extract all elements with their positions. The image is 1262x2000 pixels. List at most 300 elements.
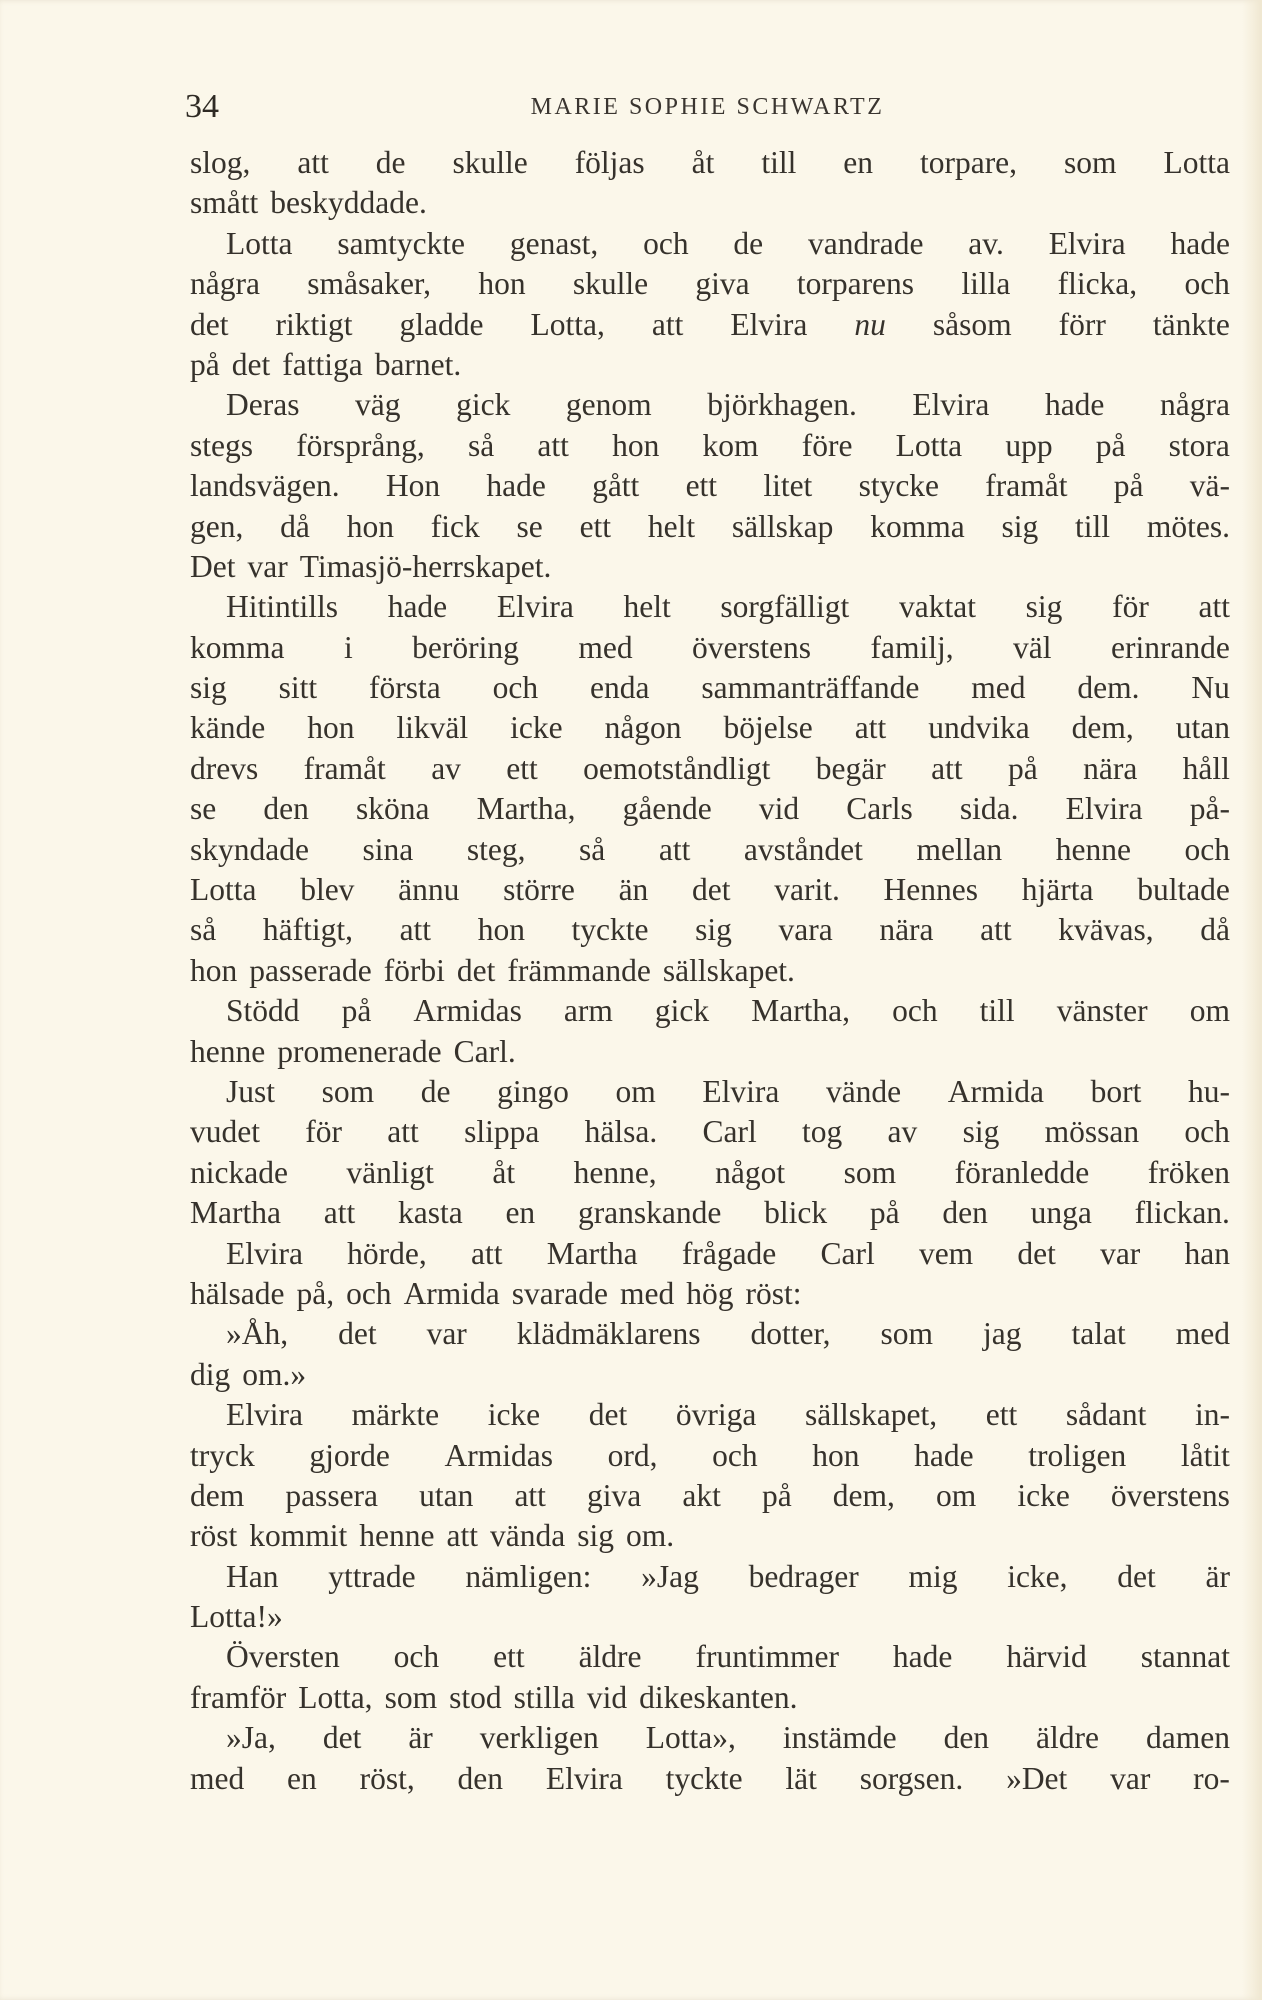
word: häftigt,	[262, 912, 353, 948]
word: dotter,	[750, 1316, 831, 1352]
word: mössan	[1044, 1114, 1140, 1150]
text-line	[190, 587, 1230, 627]
word: Elvira	[702, 1073, 780, 1109]
text-line	[190, 789, 1230, 829]
word: Armidas	[413, 993, 522, 1029]
word: samtyckte	[337, 225, 466, 261]
word: framför	[190, 1679, 287, 1715]
word: Deras	[226, 387, 300, 423]
word: främmande	[507, 952, 651, 988]
text-line	[190, 1193, 1230, 1233]
word: vara	[778, 912, 833, 948]
word: sig	[577, 1518, 614, 1554]
word: är	[408, 1720, 433, 1756]
word: hon	[612, 427, 660, 463]
word: upp	[1005, 427, 1053, 463]
text-line	[190, 385, 1230, 425]
word: ord,	[607, 1437, 658, 1473]
word: sig	[1001, 508, 1039, 544]
word: var	[247, 548, 288, 584]
word: landsvägen.	[190, 468, 340, 504]
word: gick	[456, 387, 511, 423]
word: röst	[190, 1518, 238, 1554]
word: med	[190, 1760, 245, 1796]
word: och	[1184, 831, 1230, 867]
word: sällskapet.	[662, 952, 795, 988]
word: dem,	[1071, 710, 1134, 746]
word: vandrade	[808, 225, 924, 261]
word: gått	[592, 468, 640, 504]
text-line	[190, 183, 1230, 223]
word: dem,	[832, 1477, 895, 1513]
text-line	[190, 224, 1230, 264]
word: genom	[565, 387, 652, 423]
word: barnet.	[374, 346, 462, 382]
word: vid	[758, 791, 800, 827]
word: erinrande	[1110, 629, 1230, 665]
word: henne,	[573, 1154, 657, 1190]
word: överstens	[1110, 1477, 1230, 1513]
word: sammanträffande	[701, 670, 920, 706]
word: på	[1113, 468, 1144, 504]
word: kände	[190, 710, 266, 746]
word: och	[643, 225, 689, 261]
word: helt	[623, 589, 671, 625]
word: Just	[226, 1073, 276, 1109]
word: att	[297, 145, 329, 180]
text-line	[190, 264, 1230, 304]
word: framåt	[985, 468, 1068, 504]
word: Lotta	[895, 427, 963, 463]
word: det	[231, 346, 271, 382]
word: och	[712, 1437, 758, 1473]
word: bedrager	[748, 1558, 859, 1594]
word: Martha	[190, 1195, 281, 1231]
word: Det	[190, 548, 236, 584]
word: Martha,	[476, 791, 576, 827]
word: är	[1205, 1558, 1230, 1594]
word: tyckte	[571, 912, 649, 948]
word: skyndade	[190, 831, 309, 867]
text-line	[190, 305, 1230, 345]
word: hälsade	[190, 1275, 285, 1311]
word: Martha	[546, 1235, 638, 1271]
word: yttrade	[328, 1558, 416, 1594]
word: stegs	[190, 427, 253, 463]
word: begär	[815, 750, 886, 786]
word: med	[578, 629, 633, 665]
word: att	[514, 1477, 546, 1513]
word: Carl	[702, 1114, 757, 1150]
word: fattiga	[282, 346, 363, 382]
word: förbi	[383, 952, 445, 988]
word: första	[369, 670, 441, 706]
word: något	[715, 1154, 786, 1190]
text-line	[190, 426, 1230, 466]
word: blev	[300, 872, 355, 908]
word: dikeskanten.	[639, 1679, 798, 1715]
word: med	[1175, 1316, 1230, 1352]
word: se	[516, 508, 543, 544]
running-head: MARIE SOPHIE SCHWARTZ	[530, 94, 885, 120]
word: hon	[478, 266, 526, 302]
word: fröken	[1147, 1154, 1230, 1190]
word: att	[470, 1235, 503, 1271]
word: den	[942, 1195, 988, 1231]
word: den	[263, 791, 309, 827]
word: så	[467, 427, 495, 463]
word: nämligen:	[465, 1558, 592, 1594]
text-line	[190, 1637, 1230, 1677]
word: se	[190, 791, 217, 827]
word: håll	[1182, 750, 1230, 786]
word: böjelse	[723, 710, 813, 746]
word: Armida	[403, 1275, 500, 1311]
word: unga	[1030, 1195, 1092, 1231]
word: flicka,	[1057, 266, 1138, 302]
word: henne	[359, 1518, 435, 1554]
word: Carls	[846, 791, 913, 827]
word: en	[287, 1760, 317, 1796]
word: det	[1017, 1235, 1056, 1271]
word: sällskapet,	[805, 1397, 938, 1433]
word: hon	[346, 508, 394, 544]
text-line	[190, 1314, 1230, 1354]
word: likväl	[396, 710, 469, 746]
word: stannat	[1140, 1639, 1230, 1675]
word: då	[1200, 912, 1230, 948]
word: skulle	[452, 145, 528, 180]
word: sig	[962, 1114, 1000, 1150]
word: sällskap	[731, 508, 834, 544]
word: komma	[870, 508, 965, 544]
word: tänkte	[1152, 306, 1230, 342]
word: Lotta	[190, 872, 257, 908]
word: försprång,	[296, 427, 425, 463]
word: gingo	[497, 1073, 569, 1109]
word: det	[692, 872, 731, 908]
word: Carl	[820, 1235, 875, 1271]
word: beröring	[412, 629, 519, 665]
word: vä-	[1189, 468, 1230, 504]
word: dig	[190, 1356, 231, 1392]
word: smått	[190, 185, 259, 221]
word: och	[492, 670, 539, 706]
word: komma	[190, 629, 285, 665]
word: mellan	[916, 831, 1003, 867]
word: de	[733, 225, 764, 261]
word: framåt	[303, 750, 386, 786]
word: familj,	[870, 629, 954, 665]
word: sida.	[959, 791, 1019, 827]
text-line	[190, 870, 1230, 910]
word: gående	[622, 791, 712, 827]
word: den	[457, 1760, 504, 1796]
word: nära	[879, 912, 934, 948]
word: troligen	[1028, 1437, 1127, 1473]
text-line	[190, 1476, 1230, 1516]
word: Armidas	[444, 1437, 553, 1473]
word: bort	[1090, 1073, 1142, 1109]
word: småsaker,	[307, 266, 432, 302]
page-edge-shadow	[1242, 0, 1262, 2000]
word: riktigt	[275, 306, 353, 342]
word: och	[393, 1639, 440, 1675]
word: vudet	[190, 1114, 260, 1150]
word: giva	[587, 1477, 642, 1513]
word: äldre	[1036, 1720, 1099, 1756]
word: nickade	[190, 1154, 288, 1190]
word: akt	[682, 1477, 721, 1513]
word: damen	[1145, 1720, 1230, 1756]
word: vänster	[1056, 993, 1148, 1029]
text-line	[190, 1355, 1230, 1395]
word: passerade	[249, 952, 372, 988]
word: litet	[763, 468, 813, 504]
word: att	[658, 831, 691, 867]
word: att	[651, 306, 684, 342]
text-line	[190, 1759, 1230, 1799]
text-line	[190, 1597, 1230, 1637]
word: de	[375, 145, 406, 180]
word: enda	[590, 670, 650, 706]
text-line	[190, 749, 1230, 789]
text-line	[190, 1436, 1230, 1476]
word: flickan.	[1134, 1195, 1230, 1231]
word: till	[761, 145, 797, 180]
word: dem	[190, 1477, 245, 1513]
word: åt	[691, 145, 715, 180]
word: mötes.	[1146, 508, 1230, 544]
word: vänligt	[346, 1154, 434, 1190]
word: och	[346, 1275, 392, 1311]
word: tyckte	[665, 1760, 743, 1796]
word: den	[943, 1720, 990, 1756]
word: på	[341, 993, 372, 1029]
text-line	[190, 466, 1230, 506]
word: att	[446, 1518, 478, 1554]
word: märkte	[351, 1397, 440, 1433]
word: varit.	[774, 872, 840, 908]
text-line	[190, 1678, 1230, 1718]
word: utan	[1175, 710, 1230, 746]
word: Lotta,	[298, 1679, 373, 1715]
word: torparens	[796, 266, 915, 302]
word: instämde	[782, 1720, 897, 1756]
word: Elvira	[226, 1235, 303, 1271]
word: Översten	[226, 1639, 340, 1675]
word: nära	[1083, 750, 1138, 786]
word: sådant	[1065, 1397, 1147, 1433]
word: nu	[854, 306, 886, 342]
word: vända	[489, 1518, 566, 1554]
page-number: 34	[185, 88, 219, 125]
word: hade	[914, 1437, 974, 1473]
word: Carl.	[453, 1033, 516, 1069]
word: sköna	[355, 791, 430, 827]
text-line	[190, 1557, 1230, 1597]
word: Lotta»,	[645, 1720, 736, 1756]
word: av.	[968, 225, 1004, 261]
text-line	[190, 628, 1230, 668]
word: att	[854, 710, 887, 746]
word: lät	[785, 1760, 817, 1796]
word: till	[979, 993, 1015, 1029]
word: om	[615, 1073, 656, 1109]
word: av	[431, 750, 461, 786]
word: stod	[449, 1679, 502, 1715]
word: Lotta,	[530, 306, 605, 342]
word: på	[1007, 750, 1038, 786]
word: hög	[686, 1275, 734, 1311]
word: hon	[812, 1437, 860, 1473]
text-line	[190, 1153, 1230, 1193]
word: Elvira	[226, 1397, 303, 1433]
word: tryck	[190, 1437, 255, 1473]
word: till	[1075, 508, 1111, 544]
word: Armida	[947, 1073, 1044, 1109]
word: vaktat	[899, 589, 976, 625]
word: röst,	[359, 1760, 415, 1796]
word: kvävas,	[1058, 912, 1154, 948]
text-line	[190, 345, 1230, 385]
word: arm	[563, 993, 613, 1029]
word: föranledde	[954, 1154, 1090, 1190]
word: helt	[647, 508, 696, 544]
word: blick	[764, 1195, 828, 1231]
word: hon	[307, 710, 355, 746]
word: att	[387, 1114, 419, 1150]
word: talat	[1071, 1316, 1126, 1352]
word: henne	[190, 1033, 266, 1069]
word: om	[935, 1477, 977, 1513]
word: sitt	[278, 670, 318, 706]
word: att	[1198, 589, 1230, 625]
word: på	[761, 1477, 792, 1513]
word: ett	[985, 1397, 1018, 1433]
word: hade	[1170, 225, 1230, 261]
word: följas	[574, 145, 645, 180]
word: Lotta	[1163, 145, 1230, 180]
text-line	[190, 143, 1230, 183]
word: in-	[1194, 1397, 1230, 1433]
word: undvika	[928, 710, 1030, 746]
word: mig	[908, 1558, 958, 1594]
word: de	[420, 1073, 451, 1109]
word: Hennes	[883, 872, 979, 908]
word: att	[323, 1195, 356, 1231]
word: förr	[1058, 306, 1106, 342]
word: Elvira	[1048, 225, 1126, 261]
word: beskyddade.	[270, 185, 427, 221]
word: som	[384, 1679, 438, 1715]
body-text	[190, 143, 1230, 1799]
word: var	[1100, 1235, 1141, 1271]
text-line	[190, 1718, 1230, 1758]
word: som	[321, 1073, 375, 1109]
word: skulle	[572, 266, 649, 302]
word: Hitintills	[226, 589, 339, 625]
word: icke,	[1007, 1558, 1068, 1594]
word: och	[892, 993, 938, 1029]
word: dem.	[1077, 670, 1140, 706]
text-line	[190, 1112, 1230, 1152]
word: oemotståndligt	[583, 750, 771, 786]
word: och	[1184, 266, 1230, 302]
word: var	[1110, 1760, 1151, 1796]
word: som	[1064, 145, 1117, 180]
word: genast,	[509, 225, 599, 261]
word: som	[843, 1154, 897, 1190]
word: på,	[296, 1275, 335, 1311]
word: åt	[492, 1154, 516, 1190]
word: att	[399, 912, 432, 948]
word: vid	[586, 1679, 628, 1715]
word: sig	[190, 670, 227, 706]
word: övriga	[675, 1397, 757, 1433]
word: slog,	[190, 145, 251, 180]
word: Han	[226, 1558, 279, 1594]
word: hade	[486, 468, 546, 504]
word: hörde,	[347, 1235, 427, 1271]
word: icke	[1017, 1477, 1070, 1513]
word: jag	[983, 1316, 1022, 1352]
text-line	[190, 1395, 1230, 1435]
word: på-	[1189, 791, 1230, 827]
word: väg	[355, 387, 401, 423]
word: ett	[506, 750, 538, 786]
word: vände	[825, 1073, 902, 1109]
word: låtit	[1180, 1437, 1230, 1473]
word: icke	[487, 1397, 541, 1433]
word: det	[1117, 1558, 1156, 1594]
word: härvid	[1006, 1639, 1087, 1675]
word: »Jag	[641, 1558, 699, 1594]
word: »Åh,	[226, 1316, 289, 1352]
word: som	[880, 1316, 934, 1352]
word: det	[588, 1397, 628, 1433]
word: avståndet	[743, 831, 863, 867]
text-line	[190, 1032, 1230, 1072]
word: än	[618, 872, 649, 908]
word: med	[971, 670, 1026, 706]
word: vem	[918, 1235, 974, 1271]
word: för	[305, 1114, 342, 1150]
word: det	[322, 1720, 362, 1756]
word: ett	[579, 508, 612, 544]
word: björkhagen.	[707, 387, 857, 423]
word: större	[503, 872, 575, 908]
word: fick	[430, 508, 480, 544]
word: stora	[1168, 427, 1230, 463]
word: sorgsen.	[859, 1760, 964, 1796]
word: kommit	[249, 1518, 348, 1554]
word: stilla	[513, 1679, 575, 1715]
word: hon	[190, 952, 238, 988]
word: om.	[625, 1518, 675, 1554]
word: bultade	[1137, 872, 1230, 908]
word: någon	[604, 710, 682, 746]
word: granskande	[577, 1195, 722, 1231]
word: gen,	[190, 508, 244, 544]
word: sig	[1025, 589, 1063, 625]
word: stycke	[858, 468, 940, 504]
word: torpare,	[919, 145, 1018, 180]
text-line	[190, 507, 1230, 547]
word: på	[869, 1195, 900, 1231]
word: en	[505, 1195, 536, 1231]
word: Elvira	[1065, 791, 1143, 827]
